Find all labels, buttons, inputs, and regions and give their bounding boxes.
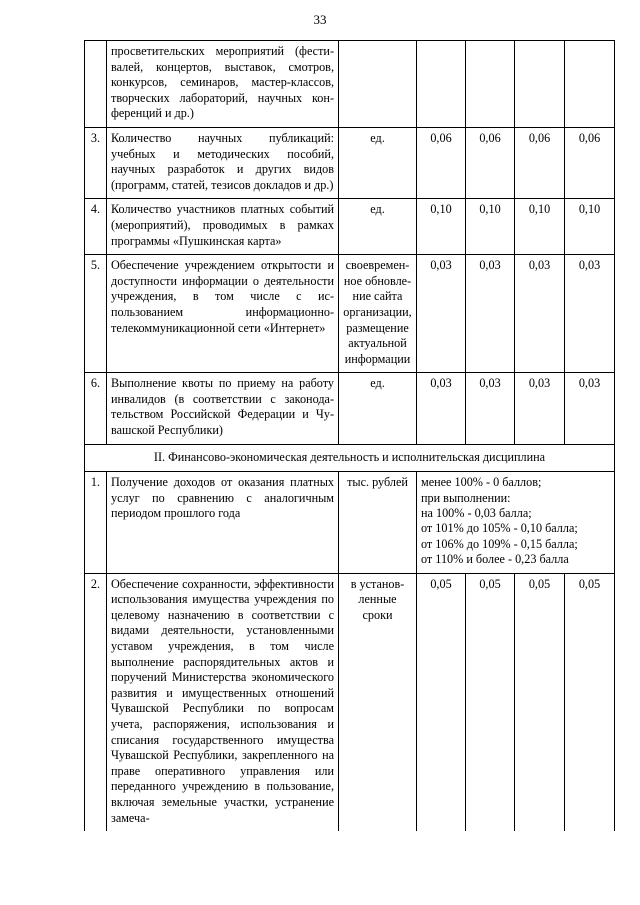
row-value: 0,03 <box>515 255 565 373</box>
row-value: 0,05 <box>515 573 565 831</box>
row-value: 0,05 <box>417 573 466 831</box>
row-unit: ед. <box>339 199 417 255</box>
row-value <box>466 41 515 128</box>
row-value: 0,06 <box>417 127 466 198</box>
page-number: 33 <box>313 12 327 27</box>
row-unit: своевременное обновление сайта организации, размещение актуальной информации <box>339 255 417 373</box>
row-number: 4. <box>85 199 107 255</box>
row-value: 0,10 <box>515 199 565 255</box>
row-number: 2. <box>85 573 107 831</box>
row-value: 0,03 <box>466 255 515 373</box>
row-description: просветительских мероприятий (фестивалей, концертов, выставок, смотров, конкурсов, семинаров, мастер-классов, творческих лабораторий, научных конференций и др.) <box>107 41 339 128</box>
row-description: Обеспечение сохранности, эффективности использования имущества учреждения по целевому назначению в соответствии с видами деятельности, установленными уставом учреждения, в том числе выполнение распорядительных актов и поручений Министерства экономического развития и имущественных отношений Чувашской Республики по вопросам учета, распоряжения, использования и списания государственного имущества Чувашской Республики, закрепленного на праве оперативного управления или переданного учреждению в пользование, включая земельные участки, устранение замеча- <box>107 573 339 831</box>
section-title: II. Финансово-экономическая деятельность и исполнительская дисциплина <box>85 444 615 472</box>
criteria-table <box>84 40 615 831</box>
scale-line: на 100% - 0,03 балла; <box>421 506 532 521</box>
row-description: Количество научных публикаций: учебных и методических пособий, научных разработок и других видов (программ, статей, тезисов докладов и др.) <box>107 127 339 198</box>
row-value: 0,03 <box>417 373 466 444</box>
scoring-scale <box>417 472 615 573</box>
row-number <box>85 41 107 128</box>
table-row <box>85 255 615 373</box>
row-number: 6. <box>85 373 107 444</box>
scale-line: от 110% и более - 0,23 балла <box>421 552 569 567</box>
row-unit: ед. <box>339 127 417 198</box>
scale-line: от 101% до 105% - 0,10 балла; <box>421 521 578 536</box>
row-number: 1. <box>85 472 107 573</box>
row-value: 0,06 <box>466 127 515 198</box>
row-number: 3. <box>85 127 107 198</box>
section-header-row <box>85 444 615 472</box>
row-value: 0,10 <box>466 199 515 255</box>
row-unit <box>339 41 417 128</box>
row-value: 0,10 <box>565 199 615 255</box>
row-description: Выполнение квоты по приему на работу инвалидов (в соответствии с законодательством Российской Федерации и Чувашской Республики) <box>107 373 339 444</box>
row-description: Обеспечение учреждением открытости и доступности информации о деятельности учреждения, в том числе с использованием информационно-телекоммуникационной сети «Интернет» <box>107 255 339 373</box>
row-number: 5. <box>85 255 107 373</box>
table-row <box>85 41 615 128</box>
scale-line: при выполнении: <box>421 490 511 505</box>
row-unit: тыс. рублей <box>339 472 417 573</box>
row-description: Получение доходов от оказания платных услуг по сравнению с аналогичным периодом прошлого года <box>107 472 339 573</box>
row-unit: ед. <box>339 373 417 444</box>
table-row <box>85 373 615 444</box>
table-row <box>85 573 615 831</box>
table-row <box>85 199 615 255</box>
row-value <box>515 41 565 128</box>
row-value: 0,10 <box>417 199 466 255</box>
table-row <box>85 472 615 573</box>
row-value <box>565 41 615 128</box>
scale-line: от 106% до 109% - 0,15 балла; <box>421 536 578 551</box>
row-value: 0,06 <box>565 127 615 198</box>
row-value <box>417 41 466 128</box>
row-value: 0,03 <box>466 373 515 444</box>
scale-line: менее 100% - 0 баллов; <box>421 475 542 490</box>
row-value: 0,03 <box>417 255 466 373</box>
row-value: 0,03 <box>565 255 615 373</box>
row-value: 0,06 <box>515 127 565 198</box>
row-value: 0,05 <box>466 573 515 831</box>
row-value: 0,05 <box>565 573 615 831</box>
row-value: 0,03 <box>565 373 615 444</box>
row-value: 0,03 <box>515 373 565 444</box>
row-unit: в установленные сроки <box>339 573 417 831</box>
table-row <box>85 127 615 198</box>
row-description: Количество участников платных событий (мероприятий), проводимых в рамках программы «Пушкинская карта» <box>107 199 339 255</box>
